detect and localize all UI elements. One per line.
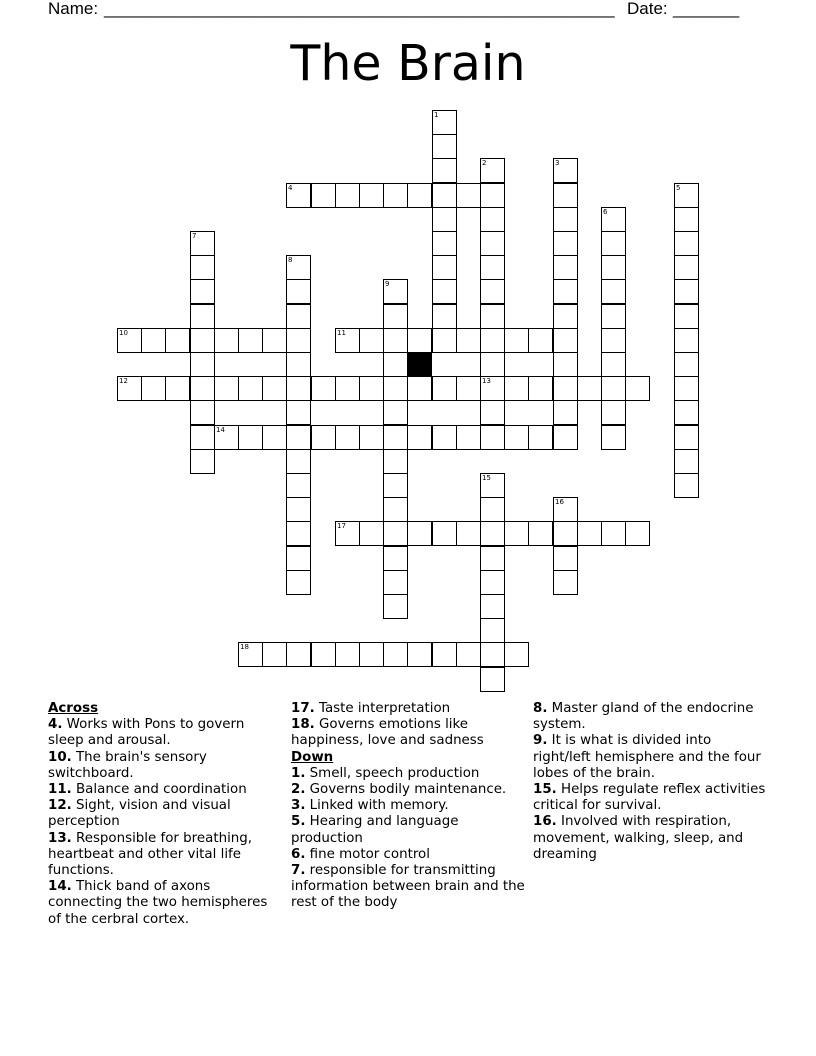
crossword-cell[interactable] bbox=[553, 304, 578, 329]
crossword-cell[interactable] bbox=[286, 521, 311, 546]
crossword-cell[interactable] bbox=[553, 570, 578, 595]
black-cell bbox=[407, 352, 432, 377]
down-heading: Down bbox=[291, 749, 334, 765]
cell-clue-number: 1 bbox=[434, 111, 439, 119]
crossword-cell[interactable] bbox=[456, 183, 481, 208]
crossword-cell[interactable] bbox=[190, 231, 215, 256]
crossword-cell[interactable] bbox=[262, 642, 287, 667]
crossword-cell[interactable] bbox=[432, 521, 457, 546]
crossword-cell[interactable] bbox=[504, 521, 529, 546]
crossword-cell[interactable] bbox=[480, 473, 505, 498]
crossword-cell[interactable] bbox=[407, 521, 432, 546]
crossword-cell[interactable] bbox=[480, 158, 505, 183]
crossword-cell[interactable] bbox=[456, 642, 481, 667]
crossword-cell[interactable] bbox=[190, 328, 215, 353]
crossword-cell[interactable] bbox=[359, 642, 384, 667]
crossword-cell[interactable] bbox=[553, 279, 578, 304]
crossword-cell[interactable] bbox=[674, 449, 699, 474]
crossword-cell[interactable] bbox=[238, 328, 263, 353]
crossword-cell[interactable] bbox=[432, 425, 457, 450]
clue-across-4: 4. Works with Pons to govern sleep and arousal. bbox=[48, 717, 245, 749]
crossword-cell[interactable] bbox=[480, 400, 505, 425]
crossword-cell[interactable] bbox=[553, 207, 578, 232]
crossword-cell[interactable] bbox=[432, 279, 457, 304]
crossword-cell[interactable] bbox=[432, 207, 457, 232]
crossword-cell[interactable] bbox=[311, 183, 336, 208]
crossword-cell[interactable] bbox=[286, 279, 311, 304]
crossword-cell[interactable] bbox=[383, 328, 408, 353]
cell-clue-number: 5 bbox=[676, 184, 681, 192]
name-label: Name: bbox=[48, 0, 99, 18]
cell-clue-number: 15 bbox=[482, 474, 491, 482]
crossword-cell[interactable] bbox=[625, 376, 650, 401]
crossword-cell[interactable] bbox=[383, 376, 408, 401]
crossword-cell[interactable] bbox=[601, 231, 626, 256]
crossword-cell[interactable] bbox=[238, 376, 263, 401]
crossword-cell[interactable] bbox=[286, 376, 311, 401]
crossword-cell[interactable] bbox=[674, 425, 699, 450]
crossword-cell[interactable] bbox=[456, 376, 481, 401]
crossword-cell[interactable] bbox=[480, 667, 505, 692]
crossword-cell[interactable] bbox=[286, 425, 311, 450]
crossword-cell[interactable] bbox=[480, 570, 505, 595]
cell-clue-number: 2 bbox=[482, 159, 487, 167]
crossword-cell[interactable] bbox=[480, 594, 505, 619]
crossword-cell[interactable] bbox=[141, 328, 166, 353]
crossword-cell[interactable] bbox=[528, 425, 553, 450]
clue-across-17: 17. Taste interpretation bbox=[291, 701, 451, 716]
crossword-cell[interactable] bbox=[383, 473, 408, 498]
crossword-cell[interactable] bbox=[335, 376, 360, 401]
crossword-cell[interactable] bbox=[383, 352, 408, 377]
clue-down-1: 1. Smell, speech production bbox=[291, 765, 480, 781]
crossword-cell[interactable] bbox=[577, 376, 602, 401]
crossword-cell[interactable] bbox=[286, 473, 311, 498]
crossword-cell[interactable] bbox=[383, 425, 408, 450]
crossword-cell[interactable] bbox=[553, 352, 578, 377]
crossword-cell[interactable] bbox=[553, 255, 578, 280]
crossword-cell[interactable] bbox=[528, 521, 553, 546]
crossword-cell[interactable] bbox=[601, 328, 626, 353]
crossword-cell[interactable] bbox=[504, 425, 529, 450]
clue-down-16: 16. Involved with respiration, movement, walking, sleep, and dreaming bbox=[533, 814, 744, 862]
crossword-cell[interactable] bbox=[432, 376, 457, 401]
crossword-cell[interactable] bbox=[553, 376, 578, 401]
crossword-cell[interactable] bbox=[286, 642, 311, 667]
crossword-cell[interactable] bbox=[190, 425, 215, 450]
crossword-cell[interactable] bbox=[674, 255, 699, 280]
crossword-cell[interactable] bbox=[190, 255, 215, 280]
crossword-cell[interactable] bbox=[674, 304, 699, 329]
crossword-cell[interactable] bbox=[480, 255, 505, 280]
crossword-cell[interactable] bbox=[262, 328, 287, 353]
cell-clue-number: 4 bbox=[288, 184, 293, 192]
crossword-cell[interactable] bbox=[432, 110, 457, 135]
crossword-cell[interactable] bbox=[286, 304, 311, 329]
date-label: Date: bbox=[627, 0, 668, 18]
page-title: The Brain bbox=[290, 35, 526, 92]
crossword-cell[interactable] bbox=[601, 255, 626, 280]
crossword-cell[interactable] bbox=[407, 642, 432, 667]
crossword-cell[interactable] bbox=[432, 231, 457, 256]
crossword-cell[interactable] bbox=[383, 183, 408, 208]
crossword-cell[interactable] bbox=[359, 376, 384, 401]
clue-down-9: 9. It is what is divided into right/left hemisphere and the four lobes of the brain. bbox=[533, 733, 761, 781]
across-heading: Across bbox=[48, 701, 99, 716]
crossword-cell[interactable] bbox=[480, 497, 505, 522]
crossword-cell[interactable] bbox=[335, 328, 360, 353]
crossword-cell[interactable] bbox=[238, 642, 263, 667]
crossword-cell[interactable] bbox=[190, 304, 215, 329]
crossword-cell[interactable] bbox=[528, 376, 553, 401]
clue-column-3 bbox=[533, 701, 773, 863]
crossword-cell[interactable] bbox=[383, 642, 408, 667]
crossword-cell[interactable] bbox=[311, 642, 336, 667]
crossword-cell[interactable] bbox=[480, 618, 505, 643]
crossword-cell[interactable] bbox=[553, 400, 578, 425]
crossword-cell[interactable] bbox=[117, 376, 142, 401]
clue-down-15: 15. Helps regulate reflex activities critical for survival. bbox=[533, 782, 766, 814]
crossword-cell[interactable] bbox=[286, 570, 311, 595]
crossword-cell[interactable] bbox=[165, 328, 190, 353]
crossword-cell[interactable] bbox=[601, 304, 626, 329]
crossword-cell[interactable] bbox=[141, 376, 166, 401]
crossword-cell[interactable] bbox=[359, 183, 384, 208]
crossword-cell[interactable] bbox=[528, 328, 553, 353]
crossword-cell[interactable] bbox=[383, 497, 408, 522]
crossword-cell[interactable] bbox=[335, 521, 360, 546]
crossword-cell[interactable] bbox=[214, 425, 239, 450]
clue-across-14: 14. Thick band of axons connecting the two hemispheres of the cerbral cortex. bbox=[48, 879, 268, 927]
crossword-cell[interactable] bbox=[577, 521, 602, 546]
crossword-cell[interactable] bbox=[407, 376, 432, 401]
cell-clue-number: 6 bbox=[603, 208, 608, 216]
clue-down-3: 3. Linked with memory. bbox=[291, 798, 449, 814]
cell-clue-number: 13 bbox=[482, 377, 491, 385]
crossword-cell[interactable] bbox=[480, 642, 505, 667]
crossword-cell[interactable] bbox=[674, 376, 699, 401]
clue-down-6: 6. fine motor control bbox=[291, 846, 430, 862]
cell-clue-number: 7 bbox=[192, 232, 197, 240]
crossword-cell[interactable] bbox=[480, 546, 505, 571]
crossword-cell[interactable] bbox=[214, 376, 239, 401]
crossword-cell[interactable] bbox=[601, 352, 626, 377]
crossword-cell[interactable] bbox=[383, 594, 408, 619]
crossword-cell[interactable] bbox=[311, 376, 336, 401]
crossword-cell[interactable] bbox=[262, 376, 287, 401]
clue-down-2: 2. Governs bodily maintenance. bbox=[291, 782, 507, 798]
crossword-cell[interactable] bbox=[432, 304, 457, 329]
crossword-cell[interactable] bbox=[674, 183, 699, 208]
crossword-cell[interactable] bbox=[553, 231, 578, 256]
crossword-cell[interactable] bbox=[601, 207, 626, 232]
crossword-cell[interactable] bbox=[407, 425, 432, 450]
crossword-cell[interactable] bbox=[480, 231, 505, 256]
cell-clue-number: 14 bbox=[216, 426, 225, 434]
clue-across-11: 11. Balance and coordination bbox=[48, 782, 247, 798]
crossword-cell[interactable] bbox=[553, 328, 578, 353]
crossword-cell[interactable] bbox=[432, 642, 457, 667]
crossword-cell[interactable] bbox=[480, 376, 505, 401]
crossword-cell[interactable] bbox=[286, 255, 311, 280]
crossword-cell[interactable] bbox=[286, 328, 311, 353]
crossword-cell[interactable] bbox=[286, 546, 311, 571]
crossword-cell[interactable] bbox=[190, 449, 215, 474]
crossword-cell[interactable] bbox=[383, 570, 408, 595]
crossword-cell[interactable] bbox=[456, 425, 481, 450]
crossword-cell[interactable] bbox=[553, 546, 578, 571]
cell-clue-number: 9 bbox=[385, 280, 390, 288]
crossword-cell[interactable] bbox=[432, 183, 457, 208]
crossword-cell[interactable] bbox=[553, 158, 578, 183]
cell-clue-number: 10 bbox=[119, 329, 128, 337]
cell-clue-number: 11 bbox=[337, 329, 346, 337]
crossword-cell[interactable] bbox=[335, 642, 360, 667]
crossword-cell[interactable] bbox=[359, 521, 384, 546]
cell-clue-number: 8 bbox=[288, 256, 293, 264]
crossword-cell[interactable] bbox=[625, 521, 650, 546]
crossword-cell[interactable] bbox=[553, 425, 578, 450]
crossword-cell[interactable] bbox=[480, 425, 505, 450]
crossword-cell[interactable] bbox=[286, 497, 311, 522]
crossword-cell[interactable] bbox=[674, 473, 699, 498]
crossword-cell[interactable] bbox=[432, 158, 457, 183]
cell-clue-number: 3 bbox=[555, 159, 560, 167]
crossword-cell[interactable] bbox=[383, 304, 408, 329]
crossword-cell[interactable] bbox=[553, 497, 578, 522]
crossword-cell[interactable] bbox=[480, 207, 505, 232]
crossword-cell[interactable] bbox=[674, 231, 699, 256]
crossword-cell[interactable] bbox=[335, 183, 360, 208]
crossword-cell[interactable] bbox=[480, 183, 505, 208]
crossword-cell[interactable] bbox=[504, 328, 529, 353]
crossword-cell[interactable] bbox=[190, 376, 215, 401]
crossword-cell[interactable] bbox=[286, 352, 311, 377]
crossword-cell[interactable] bbox=[359, 328, 384, 353]
crossword-cell[interactable] bbox=[553, 183, 578, 208]
clue-column-2 bbox=[291, 701, 525, 912]
crossword-cell[interactable] bbox=[480, 304, 505, 329]
date-blank[interactable]: _______ bbox=[673, 0, 740, 18]
crossword-cell[interactable] bbox=[383, 546, 408, 571]
clue-across-12: 12. Sight, vision and visual perception bbox=[48, 798, 231, 830]
crossword-cell[interactable] bbox=[601, 521, 626, 546]
crossword-cell[interactable] bbox=[674, 352, 699, 377]
cell-clue-number: 12 bbox=[119, 377, 128, 385]
crossword-cell[interactable] bbox=[214, 328, 239, 353]
crossword-cell[interactable] bbox=[601, 400, 626, 425]
name-blank[interactable]: ______________________________________________________ bbox=[104, 0, 615, 18]
crossword-cell[interactable] bbox=[286, 400, 311, 425]
crossword-cell[interactable] bbox=[504, 642, 529, 667]
crossword-cell[interactable] bbox=[383, 521, 408, 546]
crossword-cell[interactable] bbox=[238, 425, 263, 450]
clue-down-7: 7. responsible for transmitting information between brain and the rest of the body bbox=[291, 863, 525, 911]
crossword-cell[interactable] bbox=[286, 183, 311, 208]
crossword-cell[interactable] bbox=[674, 279, 699, 304]
crossword-cell[interactable] bbox=[117, 328, 142, 353]
crossword-cell[interactable] bbox=[190, 400, 215, 425]
crossword-cell[interactable] bbox=[383, 400, 408, 425]
crossword-cell[interactable] bbox=[190, 352, 215, 377]
clue-across-10: 10. The brain's sensory switchboard. bbox=[48, 749, 207, 781]
crossword-cell[interactable] bbox=[383, 449, 408, 474]
crossword-cell[interactable] bbox=[504, 376, 529, 401]
crossword-cell[interactable] bbox=[601, 279, 626, 304]
crossword-cell[interactable] bbox=[359, 425, 384, 450]
crossword-cell[interactable] bbox=[601, 425, 626, 450]
crossword-cell[interactable] bbox=[432, 255, 457, 280]
crossword-cell[interactable] bbox=[383, 279, 408, 304]
cell-clue-number: 16 bbox=[555, 498, 564, 506]
crossword-cell[interactable] bbox=[674, 400, 699, 425]
crossword-cell[interactable] bbox=[480, 328, 505, 353]
crossword-cell[interactable] bbox=[456, 328, 481, 353]
crossword-cell[interactable] bbox=[286, 449, 311, 474]
crossword-cell[interactable] bbox=[262, 425, 287, 450]
crossword-cell[interactable] bbox=[432, 328, 457, 353]
cell-clue-number: 17 bbox=[337, 522, 346, 530]
crossword-cell[interactable] bbox=[407, 183, 432, 208]
clue-down-5: 5. Hearing and language production bbox=[291, 814, 459, 846]
crossword-cell[interactable] bbox=[674, 207, 699, 232]
crossword-cell[interactable] bbox=[553, 521, 578, 546]
clue-across-13: 13. Responsible for breathing, heartbeat and other vital life functions. bbox=[48, 830, 253, 879]
clue-down-8: 8. Master gland of the endocrine system. bbox=[533, 701, 754, 733]
crossword-cell[interactable] bbox=[480, 521, 505, 546]
crossword-cell[interactable] bbox=[601, 376, 626, 401]
crossword-cell[interactable] bbox=[456, 521, 481, 546]
crossword-cell[interactable] bbox=[480, 352, 505, 377]
crossword-cell[interactable] bbox=[432, 134, 457, 159]
clue-column-1 bbox=[48, 701, 278, 928]
clue-across-18: 18. Governs emotions like happiness, love and sadness bbox=[291, 717, 484, 749]
crossword-cell[interactable] bbox=[311, 425, 336, 450]
crossword-cell[interactable] bbox=[165, 376, 190, 401]
crossword-cell[interactable] bbox=[190, 279, 215, 304]
crossword-cell[interactable] bbox=[674, 328, 699, 353]
crossword-cell[interactable] bbox=[335, 425, 360, 450]
crossword-cell[interactable] bbox=[407, 328, 432, 353]
crossword-cell[interactable] bbox=[480, 279, 505, 304]
cell-clue-number: 18 bbox=[240, 643, 249, 651]
